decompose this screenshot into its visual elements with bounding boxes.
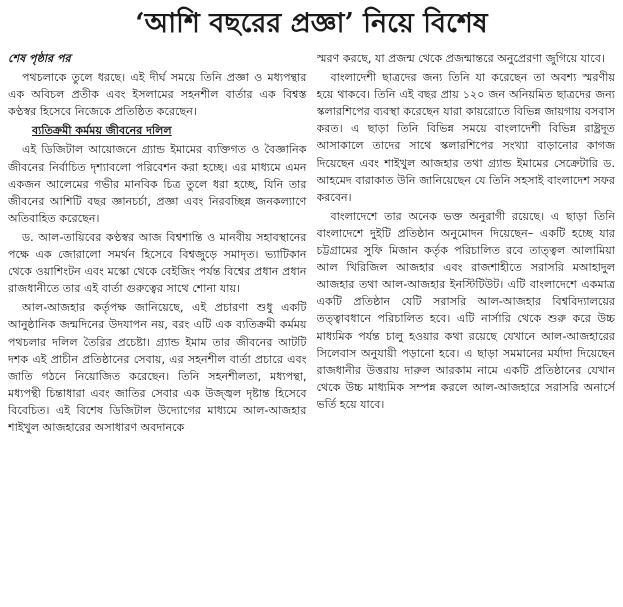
article-headline: ‘আশি বছরের প্রজ্ঞা’ নিয়ে বিশেষ <box>135 8 488 39</box>
paragraph: এই ডিজিটাল আয়োজনে গ্র্যান্ড ইমামের ব্যক্তিগত ও বৈজ্ঞানিক জীবনের নির্বাচিত দৃশ্যাবলো পরিবেশন করা হচ্ছে। এর মাধ্যমে এমন একজন আলেমের গভীর মানবিক চিত্র তুলে ধরা হচ্ছে, যিনি তার জীবনের আশিটি বছর জ্ঞানচর্চা, প্রজ্ঞা এবং নিরবচ্ছিন্ন জনকল্যাণে অতিবাহিত করেছেন। <box>8 143 307 225</box>
section-subheading: ব্যতিক্রমী কর্মময় জীবনের দলিল <box>32 124 172 138</box>
paragraph: আল-আজহার কর্তৃপক্ষ জানিয়েছে, এই প্রচারণা শুধু একটি আনুষ্ঠানিক জন্মদিনের উদযাপন নয়, বরং এটি এক ব্যতিক্রমী কর্মময় পথচলার দলিল তৈরির প্রচেষ্টা। গ্র্যান্ড ইমাম তার জীবনের আটটি দশক এই প্রাচীন প্রতিষ্ঠানের সেবায়, এর সহনশীল বার্তা প্রচারে এবং জাতি গঠনে নিয়োজিত করেছেন। তিনি সহনশীলতা, মধ্যপন্থা, মধ্যপন্থী চিন্তাধারা এবং জাতির সেবার এক উজ্জ্বল দৃষ্টান্ত হিসেবে বিবেচিত। এই বিশেষ ডিজিটাল উদ্যোগের মাধ্যমে আল-আজহার শাইখুল আজহারের অসাধারণ অবদানকে <box>8 301 307 434</box>
cropped-next-headline <box>120 597 503 605</box>
left-column <box>8 50 307 598</box>
paragraph: স্মরণ করছে, যা প্রজন্ম থেকে প্রজন্মান্তরে অনুপ্রেরণা জুগিয়ে যাবে। <box>316 52 605 65</box>
right-column <box>317 50 616 598</box>
continued-from-label: শেষ পৃষ্ঠার পর <box>8 52 71 65</box>
paragraph: বাংলাদেশী ছাত্রদের জন্য তিনি যা করেছেন তা অবশ্য স্মরণীয় হয়ে থাকবে। তিনি এই বছর প্রায় ১২০ জন অনিয়মিত ছাত্রদের জন্য স্কলারশিপের ব্যবস্থা করেছেন যারা কায়রোতে বিভিন্ন জায়গায় বসবাস করত। এ ছাড়া তিনি বিভিন্ন সময়ে বাংলাদেশী বিভিন্ন রাষ্ট্রদূত আসাকালে তাদের সাথে স্কলারশিপের সংখ্যা বাড়ানোর কাগজ দিয়েছেন এবং শাইখুল আজহার তথা গ্র্যান্ড ইমামের সেক্রেটারি ড. আহমেদ বারাকাত উনি জানিয়েছেন যে তিনি সহসাই বাংলাদেশ সফর করবেন। <box>316 71 615 204</box>
article-body <box>8 50 615 598</box>
paragraph: বাংলাদেশে তার অনেক ভক্ত অনুরাগী রয়েছে। এ ছাড়া তিনি বাংলাদেশে দুইটি প্রতিষ্ঠান অনুমোদন দিয়েছেন– একটি হচ্ছে যার চট্টগ্রামের সুফি মিজান কর্তৃক পরিচালিত রবে তাত্ত্বল আলামিয়া আল খিরিজিল আজহার এবং রাজশাহীতে সরাসরি মআহাদুল আজহার তথা আল-আজহার ইনস্টিটিউট। এটি বাংলাদেশে একমাত্র একটি প্রতিষ্ঠান যেটি সরাসরি আল-আজহার বিশ্ববিদ্যালয়ের তত্ত্বাবধানে পরিচালিত হবে। এটি নার্সারি থেকে শুরু করে উচ্চ মাধ্যমিক পর্যন্ত চালু হওয়ার কথা রয়েছে যেখানে আল-আজহারের সিলেবাস অনুযায়ী পড়ানো হবে। এ ছাড়া সমমানের মর্যাদা দিয়েছেন রাজধানীর উত্তরায় দারুল আরকাম নামে একটি প্রতিষ্ঠানের যেখান থেকে উচ্চ মাধ্যমিক সম্পন্ন করলে আল-আজহারে সরাসরি অনার্সে ভর্তি হয়ে যাবে। <box>316 209 615 411</box>
paragraph: ড. আল-তায়িবের কণ্ঠস্বর আজ বিশ্বশান্তি ও মানবীয় সহাবস্থানের পক্ষে এক জোরালো সমর্থন হিসেবে বিশ্বজুড়ে সমাদৃত। ভ্যাটিকান থেকে ওয়াশিংটন এবং মস্কো থেকে বেইজিং পর্যন্ত বিশ্বের প্রধান প্রধান রাজধানীতে তার এই বার্তা গুরুত্বের সাথে শোনা যায়। <box>8 230 307 296</box>
paragraph: পথচলাকে তুলে ধরছে। এই দীর্ঘ সময়ে তিনি প্রজ্ঞা ও মধ্যপন্থার এক অবিচল প্রতীক এবং ইসলামের সহনশীল বার্তার এক বিশ্বস্ত কণ্ঠস্বর হিসেবে নিজেকে প্রতিষ্ঠিত করেছেন। <box>8 71 307 119</box>
